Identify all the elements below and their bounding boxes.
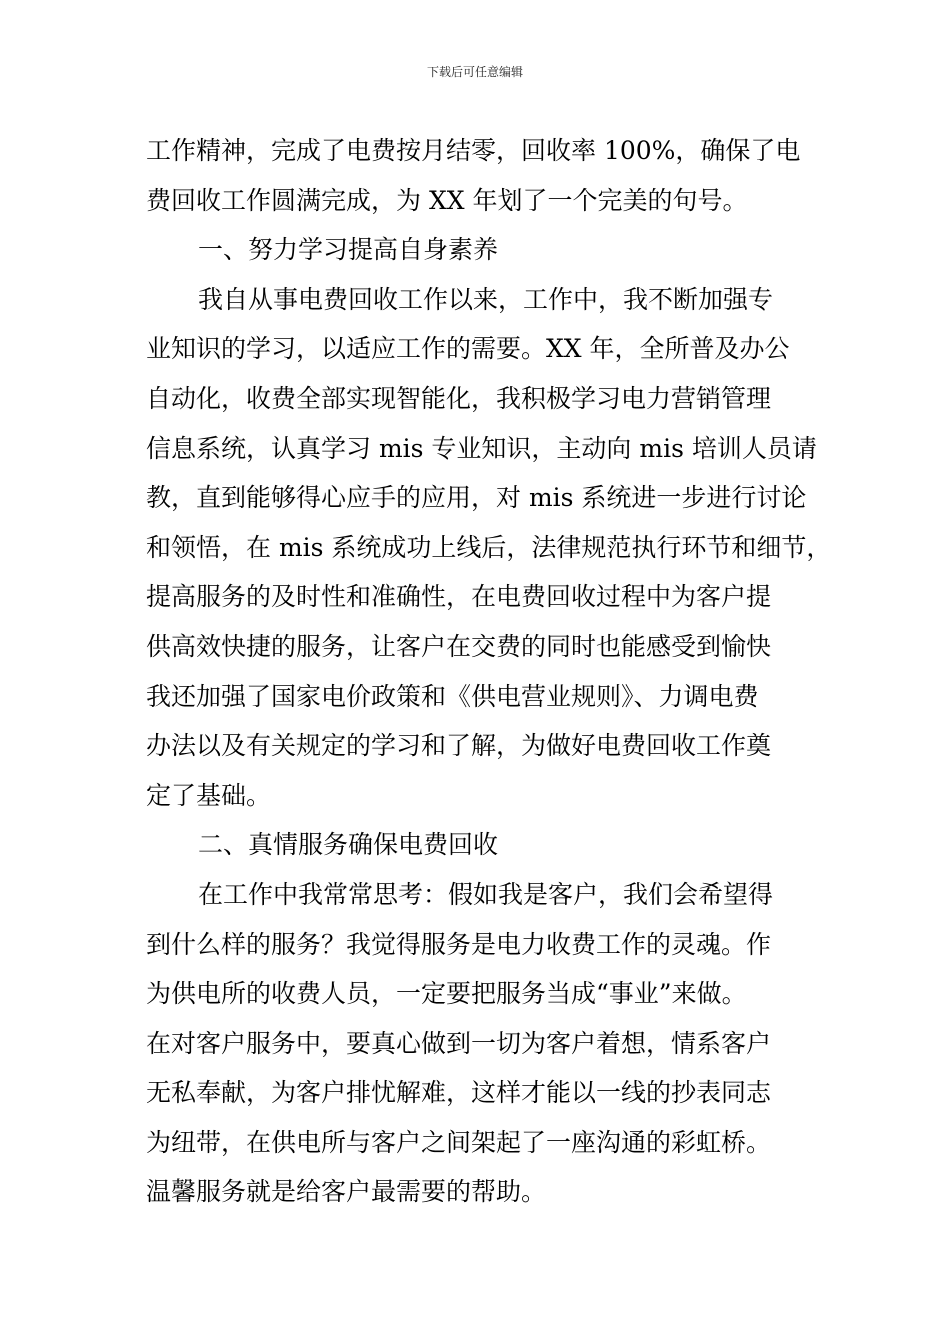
text-line: 无私奉献，为客户排忧解难，这样才能以一线的抄表同志 (146, 1078, 772, 1108)
text-line: 为纽带，在供电所与客户之间架起了一座沟通的彩虹桥。 (146, 1127, 772, 1157)
text-line: 和领悟，在 mis 系统成功上线后，法律规范执行环节和细节， (146, 532, 832, 562)
text-line: 到什么样的服务？我觉得服务是电力收费工作的灵魂。作 (146, 929, 772, 959)
text-line: 办法以及有关规定的学习和了解，为做好电费回收工作奠 (146, 731, 772, 761)
text-line: 自动化，收费全部实现智能化，我积极学习电力营销管理 (146, 383, 772, 413)
text-line: 供高效快捷的服务，让客户在交费的同时也能感受到愉快 (146, 631, 772, 661)
text-line: 信息系统，认真学习 mis 专业知识，主动向 mis 培训人员请 (146, 433, 817, 463)
text-line: 定了基础。 (146, 780, 272, 810)
text-line: 在对客户服务中，要真心做到一切为客户着想，情系客户 (146, 1028, 772, 1058)
text-line: 业知识的学习，以适应工作的需要。XX 年，全所普及办公 (146, 334, 790, 364)
text-line: 我自从事电费回收工作以来，工作中，我不断加强专 (198, 284, 774, 314)
text-line: 我还加强了国家电价政策和《供电营业规则》、力调电费 (146, 681, 759, 711)
section-heading: 二、真情服务确保电费回收 (198, 830, 499, 860)
text-line: 教，直到能够得心应手的应用，对 mis 系统进一步进行讨论 (146, 483, 807, 513)
text-line: 在工作中我常常思考：假如我是客户，我们会希望得 (198, 879, 774, 909)
text-line: 提高服务的及时性和准确性，在电费回收过程中为客户提 (146, 582, 772, 612)
document-body (146, 126, 832, 1217)
text-line: 费回收工作圆满完成，为 XX 年划了一个完美的句号。 (146, 185, 748, 215)
section-heading: 一、努力学习提高自身素养 (198, 235, 499, 265)
text-line: 为供电所的收费人员，一定要把服务当成“事业”来做。 (146, 979, 747, 1009)
text-line: 温馨服务就是给客户最需要的帮助。 (146, 1177, 547, 1207)
page-header: 下载后可任意编辑 (426, 65, 523, 79)
text-line: 工作精神，完成了电费按月结零，回收率 100%，确保了电 (146, 136, 801, 165)
